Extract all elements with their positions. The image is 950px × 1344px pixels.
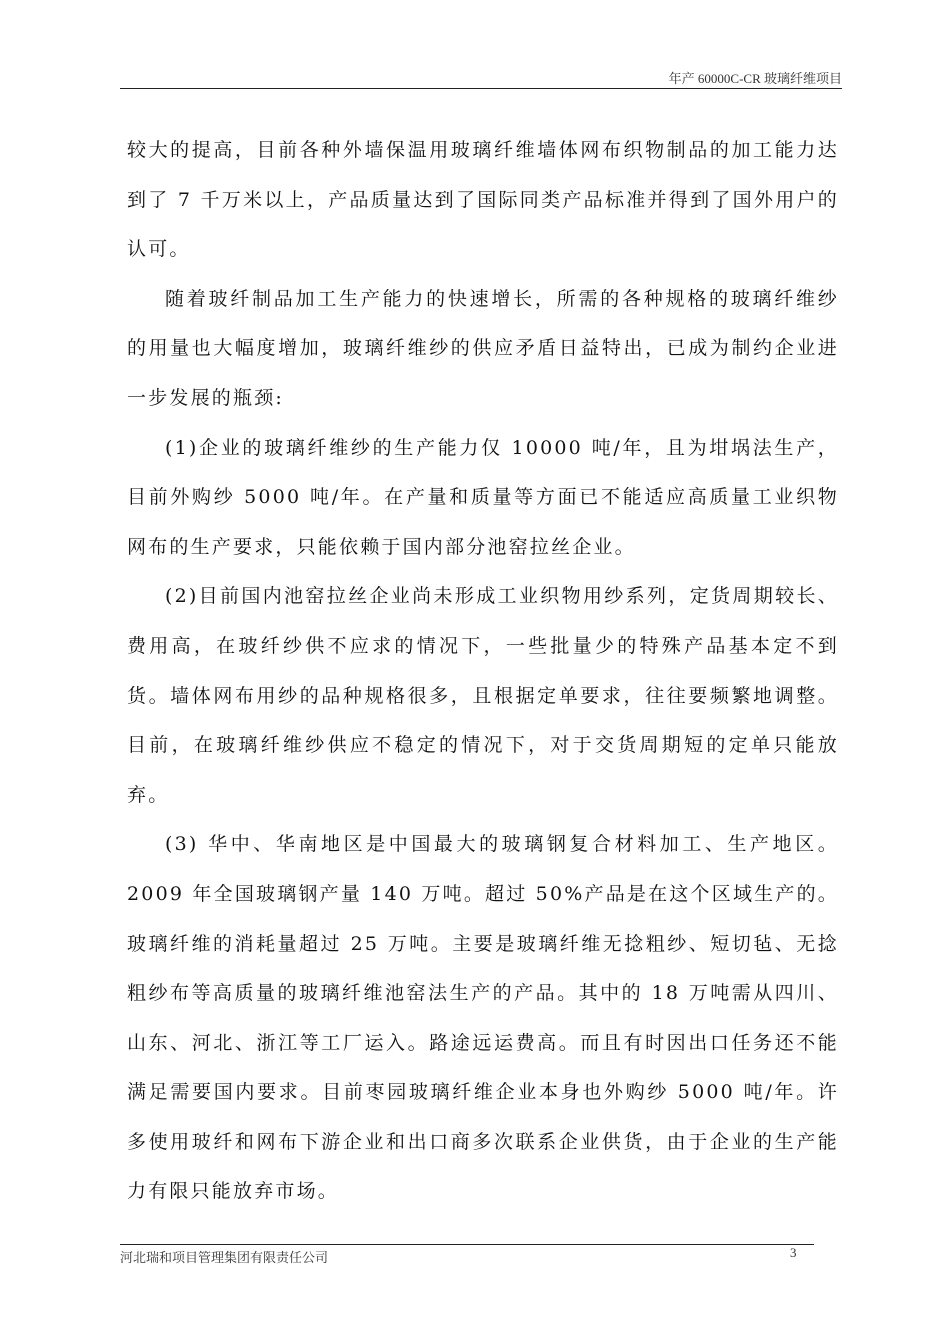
document-body	[127, 126, 839, 1217]
paragraph-point-2: (2)目前国内池窑拉丝企业尚未形成工业织物用纱系列，定货周期较长、费用高，在玻纤纱供不应求的情况下，一些批量少的特殊产品基本定不到货。墙体网布用纱的品种规格很多，且根据定单要求，往往要频繁地调整。目前，在玻璃纤维纱供应不稳定的情况下，对于交货周期短的定单只能放弃。	[127, 585, 839, 806]
page-header	[120, 64, 842, 89]
paragraph-yarn-demand: 随着玻纤制品加工生产能力的快速增长，所需的各种规格的玻璃纤维纱的用量也大幅度增加，玻璃纤维纱的供应矛盾日益特出，已成为制约企业进一步发展的瓶颈:	[127, 287, 839, 409]
page-number: 3	[790, 1245, 797, 1260]
paragraph-continuation: 较大的提高，目前各种外墙保温用玻璃纤维墙体网布织物制品的加工能力达到了 7 千万米以上，产品质量达到了国际同类产品标准并得到了国外用户的认可。	[127, 139, 839, 261]
header-title: 年产 60000C-CR 玻璃纤维项目	[668, 71, 842, 86]
paragraph-point-1: (1)企业的玻璃纤维纱的生产能力仅 10000 吨/年，且为坩埚法生产，目前外购纱 5000 吨/年。在产量和质量等方面已不能适应高质量工业织物网布的生产要求，只能依赖于国内部分池窑拉丝企业。	[127, 436, 839, 558]
footer-company-name: 河北瑞和项目管理集团有限责任公司	[120, 1250, 329, 1265]
page-footer	[120, 1244, 814, 1265]
paragraph-point-3: (3) 华中、华南地区是中国最大的玻璃钢复合材料加工、生产地区。2009 年全国玻璃钢产量 140 万吨。超过 50%产品是在这个区域生产的。玻璃纤维的消耗量超过 25 万吨。主要是玻璃纤维无捻粗纱、短切毡、无捻粗纱布等高质量的玻璃纤维池窑法生产的产品。其中的 18 万吨需从四川、山东、河北、浙江等工厂运入。路途远运费高。而且有时因出口任务还不能满足需要国内要求。目前枣园玻璃纤维企业本身也外购纱 5000 吨/年。许多使用玻纤和网布下游企业和出口商多次联系企业供货，由于企业的生产能力有限只能放弃市场。	[127, 833, 839, 1203]
